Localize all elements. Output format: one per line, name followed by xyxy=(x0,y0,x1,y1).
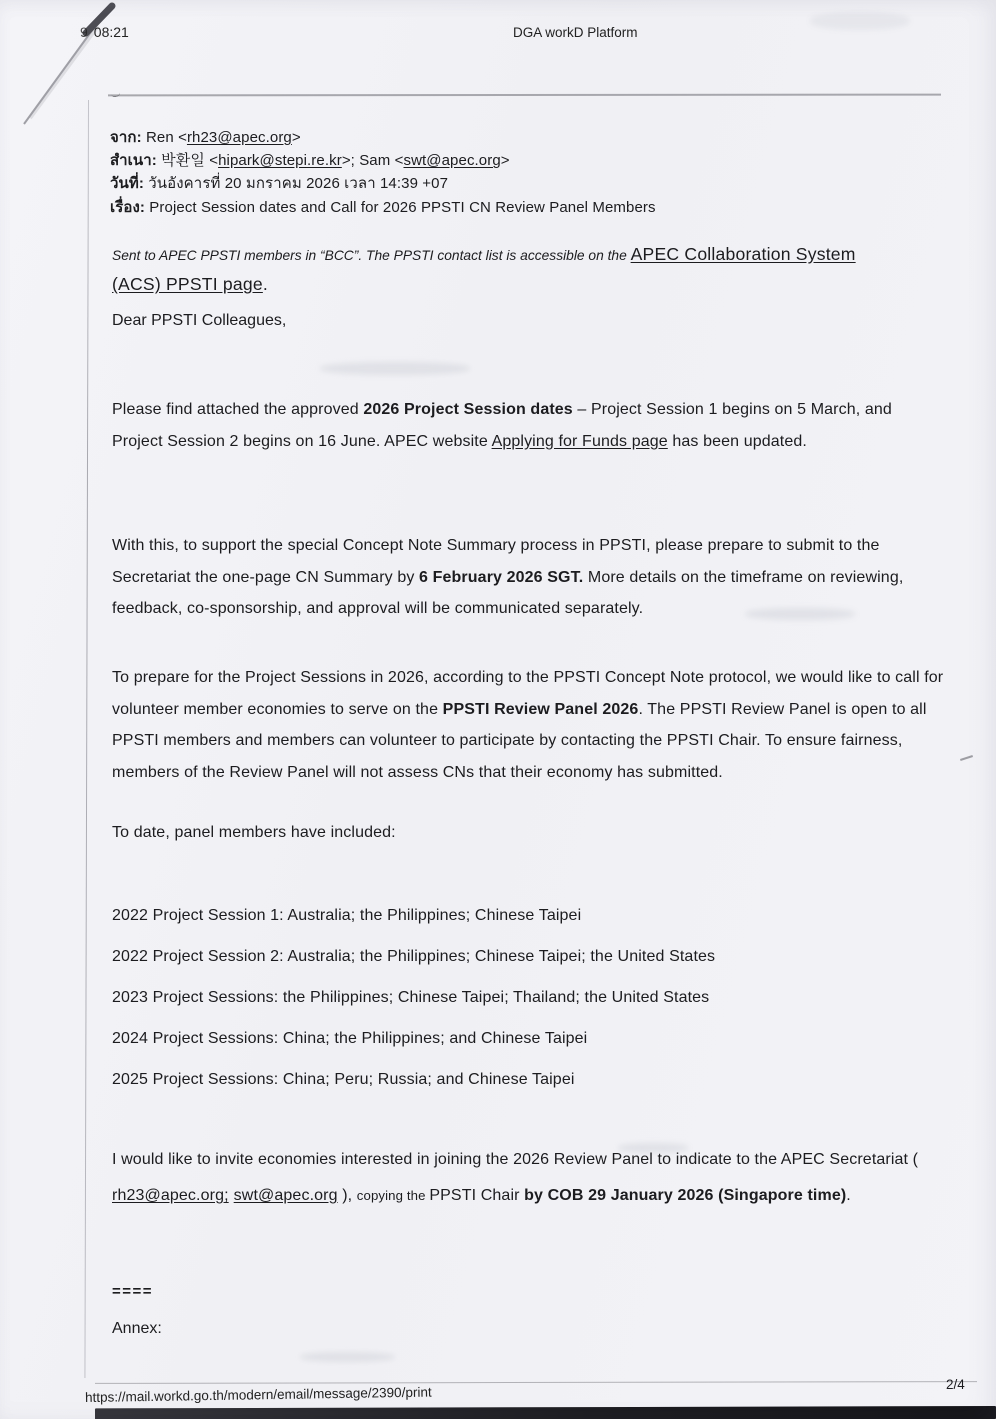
print-footer-url: https://mail.workd.go.th/modern/email/message/2390/print xyxy=(84,1384,432,1405)
paragraph-session-dates xyxy=(112,394,946,457)
applying-for-funds-link[interactable]: Applying for Funds page xyxy=(491,432,668,450)
cc-row xyxy=(110,149,656,172)
p1-text: Please find attached the approved xyxy=(112,401,364,418)
paragraph-invitation xyxy=(112,1142,946,1214)
from-label: จาก: xyxy=(110,129,142,146)
p5-bold-deadline: by COB 29 January 2026 (Singapore time) xyxy=(524,1187,847,1204)
print-timestamp-partial-digit: 9 xyxy=(80,24,88,40)
p5-text: I would like to invite economies interested in joining the 2026 Review Panel to indicate to the APEC Secretariat ( xyxy=(112,1151,919,1168)
acs-link-line-2[interactable]: (ACS) PPSTI page xyxy=(112,274,263,294)
from-row xyxy=(110,126,656,149)
p2-text-2: More details on the timeframe on reviewing, feedback, co-sponsorship, and approval will be communicated separately. xyxy=(112,568,904,617)
scan-scratch-artifact xyxy=(0,0,150,140)
bcc-notice xyxy=(112,240,948,300)
paragraph-review-panel xyxy=(112,662,946,788)
scan-edge-bar xyxy=(95,1406,996,1419)
secretariat-email-link-2[interactable]: swt@apec.org xyxy=(233,1187,338,1204)
subject-row xyxy=(110,196,656,219)
list-item: 2022 Project Session 2: Australia; the Philippines; Chinese Taipei; the United States xyxy=(112,948,716,965)
acs-link-period: . xyxy=(262,274,268,294)
list-item: 2022 Project Session 1: Australia; the Philippines; Chinese Taipei xyxy=(112,907,582,924)
p5-period: . xyxy=(846,1187,851,1204)
from-email-link[interactable]: rh23@apec.org xyxy=(186,129,292,146)
cc-bracket: > xyxy=(500,152,510,170)
cc-email-link-2[interactable]: swt@apec.org xyxy=(403,152,501,170)
from-name: Ren < xyxy=(145,129,187,146)
scan-speck xyxy=(960,755,973,761)
p2-bold-deadline: 6 February 2026 SGT. xyxy=(419,568,584,586)
date-row xyxy=(110,172,656,195)
cc-name-2: >; Sam < xyxy=(341,152,404,170)
subject-value: Project Session dates and Call for 2026 PPSTI CN Review Panel Members xyxy=(149,198,656,216)
greeting: Dear PPSTI Colleagues, xyxy=(112,312,287,329)
platform-title: DGA workD Platform xyxy=(513,25,638,40)
header-divider-line xyxy=(108,94,941,96)
p1-text-3: has been updated. xyxy=(667,432,807,450)
list-item: 2024 Project Sessions: China; the Philippines; and Chinese Taipei xyxy=(112,1030,588,1047)
acs-link-line-1[interactable]: APEC Collaboration System xyxy=(630,244,856,264)
p5-text-2: ), xyxy=(337,1187,357,1204)
paragraph-panel-members-intro: To date, panel members have included: xyxy=(112,824,396,841)
p3-text-2: . The PPSTI Review Panel is open to all PPSTI members and members can volunteer to participate by contacting the PPSTI Chair. To ensure fairness, members of the Review Panel will not assess CNs that their economy has submitted. xyxy=(112,700,927,781)
email-header xyxy=(110,126,656,219)
from-bracket: > xyxy=(291,129,301,146)
p1-text-2: – Project Session 1 begins on 5 March, and Project Session 2 begins on 16 June. APEC website xyxy=(112,401,892,450)
p5-text-3: PPSTI Chair xyxy=(429,1187,525,1204)
scan-bleedthrough-smudge xyxy=(810,12,910,30)
cc-name-1: 박환일 < xyxy=(161,152,219,170)
cc-email-link-1[interactable]: hipark@stepi.re.kr xyxy=(218,152,342,170)
p3-text: To prepare for the Project Sessions in 2026, according to the PPSTI Concept Note protocol, we would like to call for volunteer member economies to serve on the xyxy=(112,669,944,718)
date-value: วันอังคารที่ 20 มกราคม 2026 เวลา 14:39 +07 xyxy=(148,175,449,193)
panel-history-list xyxy=(112,900,946,1105)
cc-label: สำเนา: xyxy=(110,152,157,170)
print-timestamp xyxy=(80,24,129,40)
scan-bleedthrough-smudge xyxy=(300,1352,395,1362)
p1-bold-session-dates: 2026 Project Session dates xyxy=(363,401,573,418)
list-item: 2025 Project Sessions: China; Peru; Russia; and Chinese Taipei xyxy=(112,1071,575,1088)
date-label: วันที่: xyxy=(110,175,144,193)
bcc-notice-text: Sent to APEC PPSTI members in “BCC”. The PPSTI contact list is accessible on the xyxy=(112,248,631,263)
list-item: 2023 Project Sessions: the Philippines; Chinese Taipei; Thailand; the United States xyxy=(112,989,710,1006)
p2-text: With this, to support the special Concept Note Summary process in PPSTI, please prepare to submit to the Secretariat the one-page CN Summary by xyxy=(112,537,880,586)
p5-small-text: copying the xyxy=(356,1188,430,1203)
page-number: 2/4 xyxy=(946,1377,965,1392)
paper-fold-line xyxy=(84,100,89,1378)
paragraph-cn-summary xyxy=(112,530,946,625)
subject-label: เรื่อง: xyxy=(110,198,146,216)
footer-divider-line xyxy=(95,1381,977,1384)
signature-separator: ==== xyxy=(112,1283,154,1300)
annex-label: Annex: xyxy=(112,1320,162,1337)
print-time: 08:21 xyxy=(93,24,129,40)
scan-bleedthrough-smudge xyxy=(320,362,470,375)
p3-bold-review-panel: PPSTI Review Panel 2026 xyxy=(442,700,639,718)
secretariat-email-link-1[interactable]: rh23@apec.org; xyxy=(112,1187,229,1204)
